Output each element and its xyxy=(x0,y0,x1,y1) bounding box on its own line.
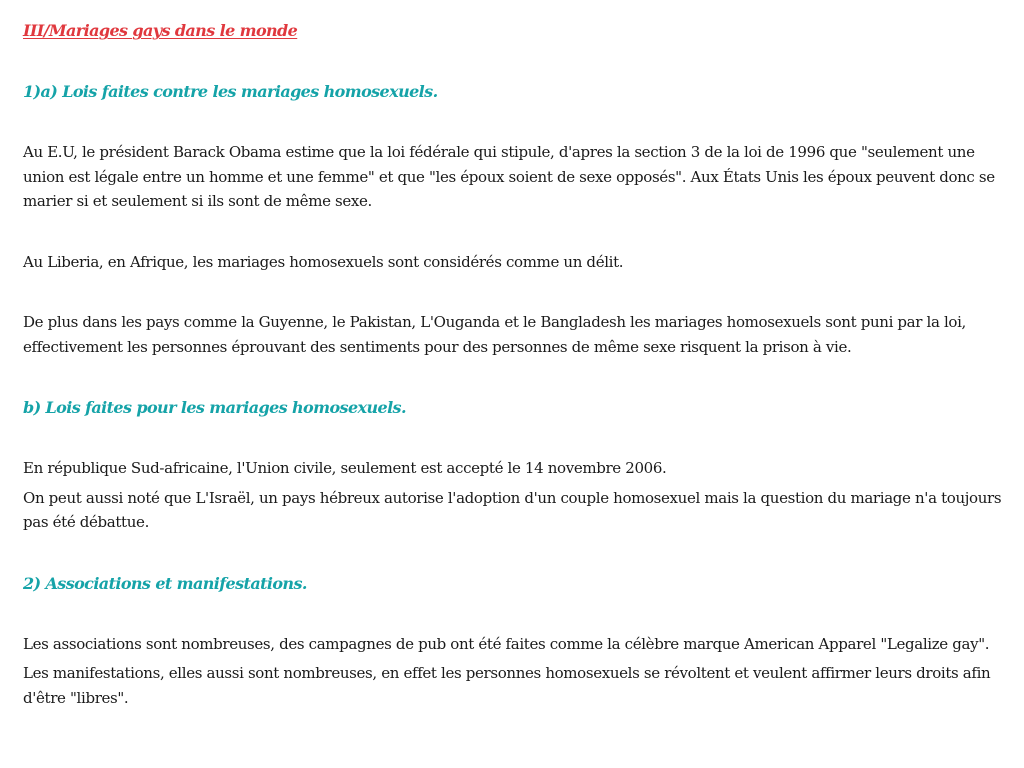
spacer xyxy=(23,535,1006,571)
document-title: III/Mariages gays dans le monde xyxy=(23,21,298,40)
section-1a-heading: 1)a) Lois faites contre les mariages homosexuels. xyxy=(23,82,438,101)
paragraph-manifestations: Les manifestations, elles aussi sont nombreuses, en effet les personnes homosexuels se révoltent et veulent affirmer leurs droits afin d'être "libres". xyxy=(23,664,991,707)
spacer xyxy=(23,420,1006,456)
spacer xyxy=(23,214,1006,250)
paragraph-associations: Les associations sont nombreuses, des campagnes de pub ont été faites comme la célèbre marque American Apparel "Legalize gay". xyxy=(23,634,990,653)
paragraph-usa: Au E.U, le président Barack Obama estime que la loi fédérale qui stipule, d'apres la section 3 de la loi de 1996 que "seulement une union est légale entre un homme et une femme" et que "les époux soient de sexe opposés". Aux États Unis les époux peuvent donc se marier si et seulement si ils sont de même sexe. xyxy=(23,143,995,210)
paragraph-liberia: Au Liberia, en Afrique, les mariages homosexuels sont considérés comme un délit. xyxy=(23,252,624,271)
paragraph-israel: On peut aussi noté que L'Israël, un pays hébreux autorise l'adoption d'un couple homosexuel mais la question du mariage n'a toujours pas été débattue. xyxy=(23,488,1002,531)
spacer xyxy=(23,43,1006,79)
spacer xyxy=(23,274,1006,310)
section-1b-heading: b) Lois faites pour les mariages homosexuels. xyxy=(23,398,406,417)
spacer xyxy=(23,596,1006,632)
paragraph-south-africa: En république Sud-africaine, l'Union civile, seulement est accepté le 14 novembre 2006. xyxy=(23,459,667,477)
paragraph-countries: De plus dans les pays comme la Guyenne, le Pakistan, L'Ouganda et le Bangladesh les mariages homosexuels sont puni par la loi, effectivement les personnes éprouvant des sentiments pour des personnes de même sexe risquent la prison à vie. xyxy=(23,313,966,356)
spacer xyxy=(23,359,1006,395)
spacer xyxy=(23,104,1006,140)
section-2-heading: 2) Associations et manifestations. xyxy=(23,573,307,593)
